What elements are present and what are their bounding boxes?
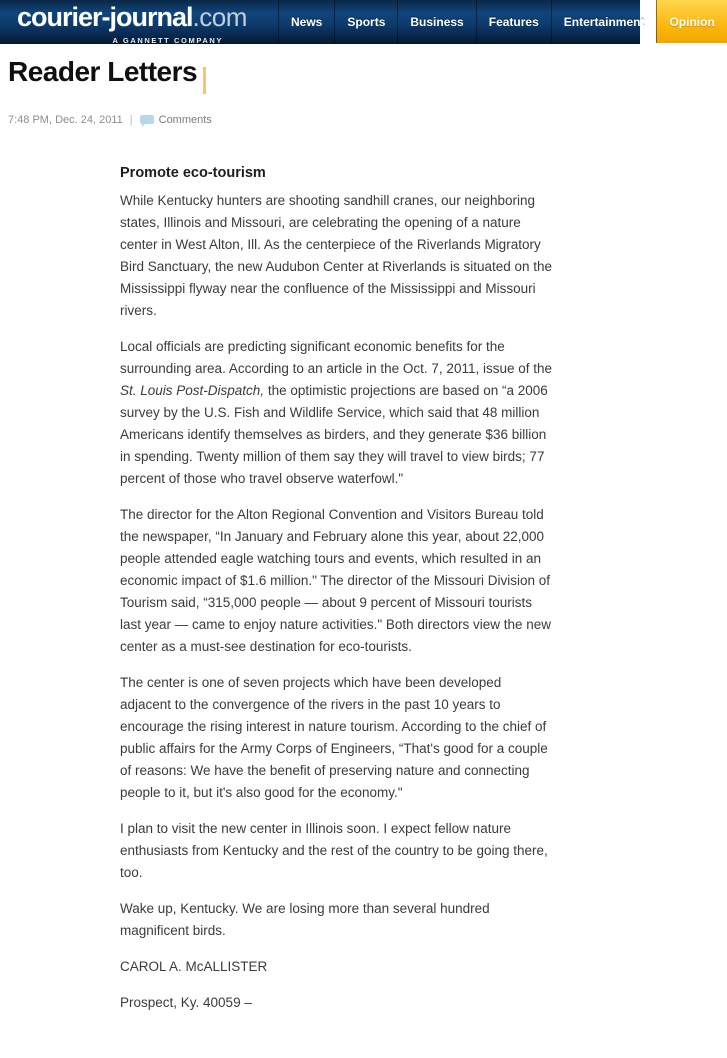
logo-text xyxy=(17,4,278,35)
letter-location: Prospect, Ky. 40059 – xyxy=(120,995,252,1010)
logo-name: courier-journal xyxy=(17,2,193,32)
nav-item-opinion[interactable]: Opinion xyxy=(656,0,726,43)
site-logo[interactable] xyxy=(0,0,278,43)
letter-paragraph-4: The center is one of seven projects which have been developed adjacent to the convergence of the rivers in the past 10 years to encourage the rising interest in nature tourism. According to the chief of public affairs for the Army Corps of Engineers, “That's good for a couple of reasons: We have the benefit of preserving nature and connecting people to it, but it's also good for the economy." xyxy=(120,675,548,800)
letter-paragraph-2 xyxy=(120,336,552,490)
title-row xyxy=(8,57,640,94)
paragraph-2-text: Local officials are predicting significant economic benefits for the surrounding area. According to an article in the Oct. 7, 2011, issue of the xyxy=(120,339,553,376)
site-header xyxy=(0,0,715,45)
article-timestamp: 7:48 PM, Dec. 24, 2011 xyxy=(8,114,123,126)
page-title: Reader Letters xyxy=(8,56,198,87)
article-meta xyxy=(8,113,640,127)
comments-link[interactable]: Comments xyxy=(158,114,212,126)
letter-paragraph-6: Wake up, Kentucky. We are losing more than several hundred magnificent birds. xyxy=(120,901,490,938)
comment-bubble-icon xyxy=(140,115,154,124)
letter-paragraph-3: The director for the Alton Regional Convention and Visitors Bureau told the newspaper, “In January and February alone this year, about 22,000 people attended eagle watching tours and events, which resulted in an economic impact of $1.6 million." The director of the Missouri Division of Tourism said, “315,000 people — about 9 percent of Missouri tourists last year — came to enjoy nature activities." Both directors view the new center as a must-see destination for eco-tourists. xyxy=(120,507,551,654)
logo-tagline: A GANNETT COMPANY xyxy=(112,36,223,45)
nav-item-features[interactable]: Features xyxy=(476,0,551,43)
title-accent-bar xyxy=(203,67,206,94)
meta-separator: | xyxy=(129,114,133,126)
letter-signature: CAROL A. McALLISTER xyxy=(120,959,268,974)
nav-item-business[interactable]: Business xyxy=(397,0,475,43)
logo-tld: .com xyxy=(192,2,247,32)
main-nav xyxy=(278,0,727,43)
paragraph-2-publication-name: St. Louis Post-Dispatch, xyxy=(120,383,265,398)
letter-heading: Promote eco-tourism xyxy=(120,165,266,181)
nav-item-sports[interactable]: Sports xyxy=(334,0,397,43)
letter-paragraph-1: While Kentucky hunters are shooting sandhill cranes, our neighboring states, Illinois and Missouri, are celebrating the opening of a nature center in West Alton, Ill. As the centerpiece of the Riverlands Migratory Bird Sanctuary, the new Audubon Center at Riverlands is situated on the Mississippi flyway near the confluence of the Mississippi and Missouri rivers. xyxy=(120,193,553,318)
nav-item-news[interactable]: News xyxy=(278,0,334,43)
letter-paragraph-5: I plan to visit the new center in Illinois soon. I expect fellow nature enthusiasts from Kentucky and the rest of the country to be going there, too. xyxy=(120,821,548,880)
page-content xyxy=(0,57,640,1058)
paragraph-2-text-continued: the optimistic projections are based on “a 2006 survey by the U.S. Fish and Wildlife Service, which said that 48 million Americans identify themselves as birders, and they generate $36 billion in spending. Twenty million of them say they will travel to view birds; 77 percent of those who travel observe waterfowl." xyxy=(120,383,548,486)
nav-item-entertainment[interactable]: Entertainment xyxy=(551,0,657,43)
letter-body xyxy=(120,163,552,1014)
